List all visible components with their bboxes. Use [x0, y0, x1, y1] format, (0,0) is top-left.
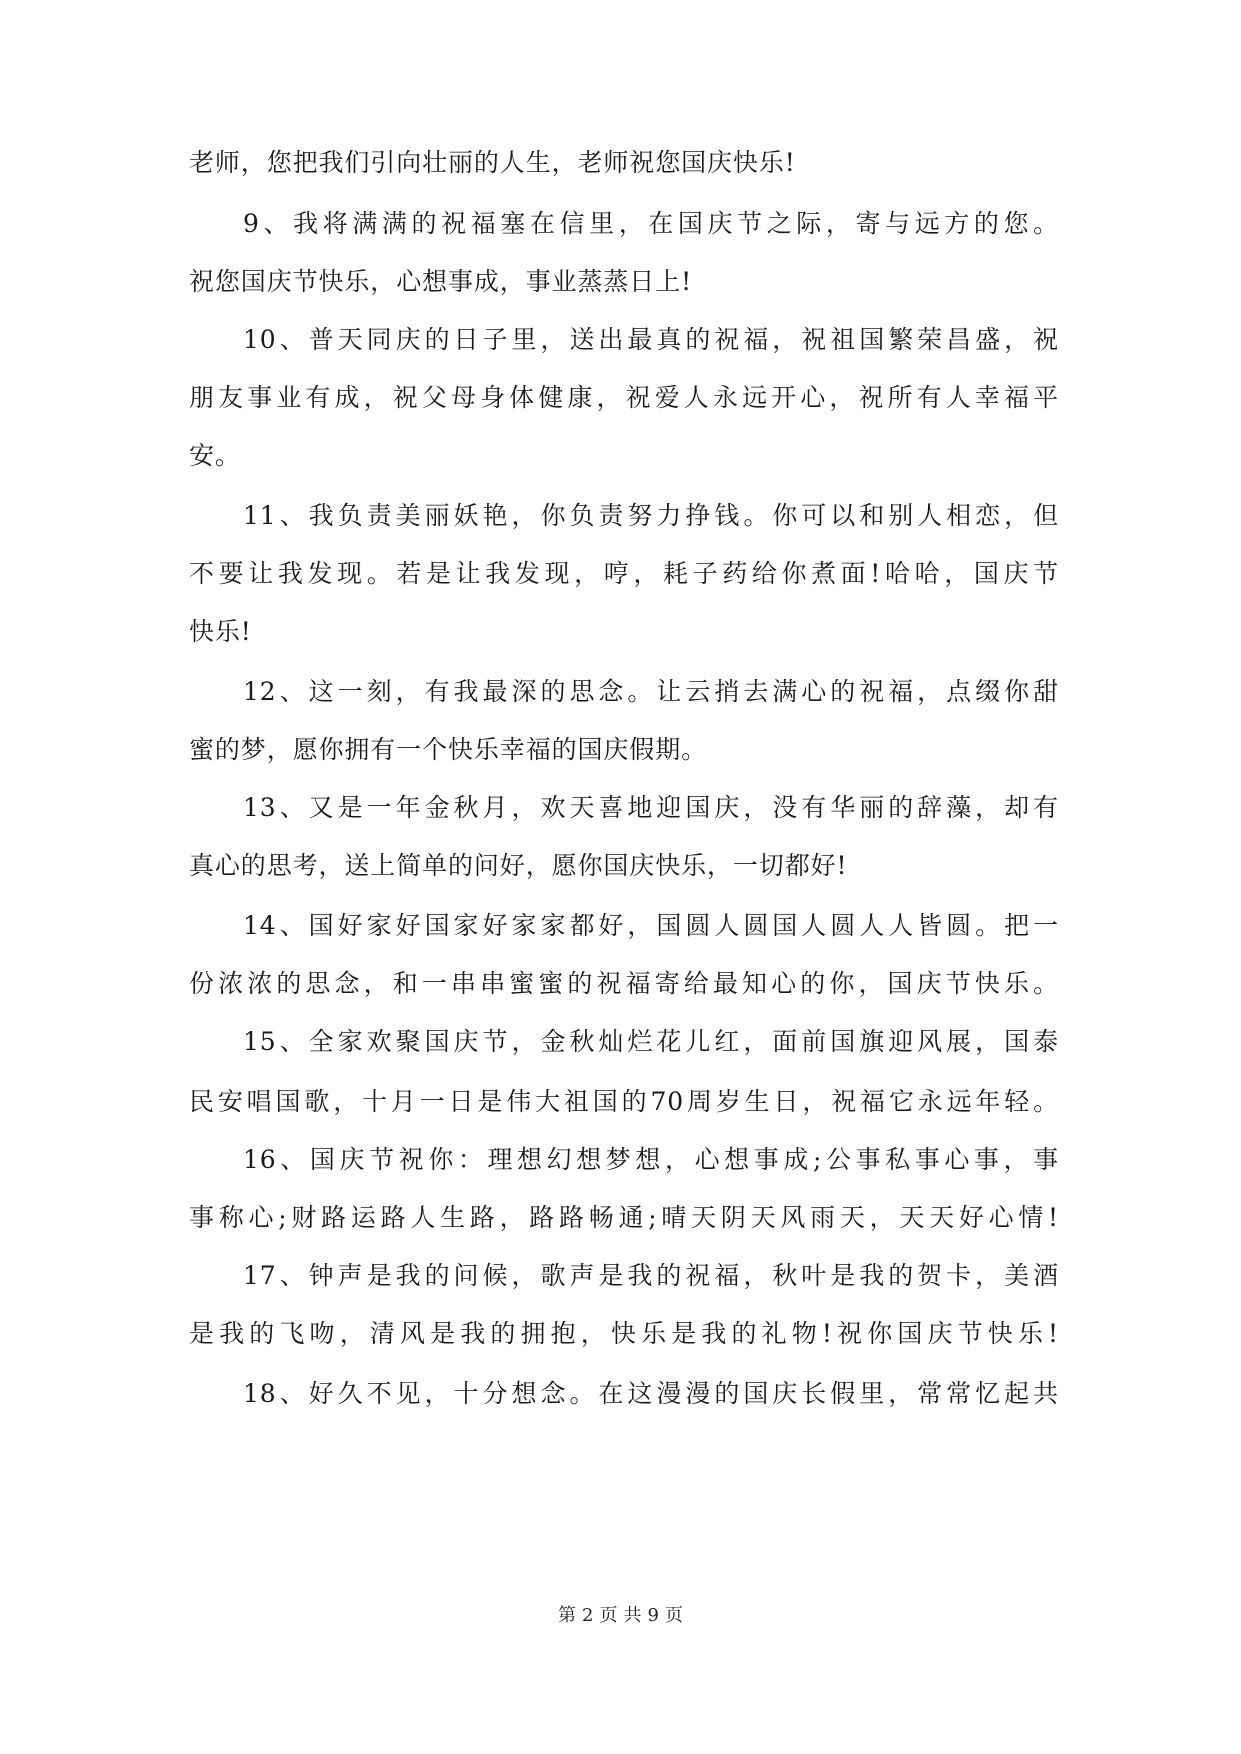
footer-total-word: 共	[623, 1605, 642, 1626]
text-line: 15、全家欢聚国庆节，金秋灿烂花儿红，面前国旗迎风展，国泰	[243, 1027, 1059, 1056]
text-line: 是我的飞吻，清风是我的拥抱，快乐是我的礼物!祝你国庆节快乐!	[189, 1319, 1059, 1348]
page-footer	[0, 1604, 1241, 1628]
current-page-number: 2	[582, 1605, 594, 1626]
text-line: 14、国好家好国家好家家都好，国圆人圆国人圆人人皆圆。把一	[243, 911, 1059, 940]
text-line: 18、好久不见，十分想念。在这漫漫的国庆长假里，常常忆起共	[243, 1379, 1059, 1408]
text-line: 10、普天同庆的日子里，送出最真的祝福，祝祖国繁荣昌盛，祝	[243, 325, 1059, 354]
text-line: 16、国庆节祝你：理想幻想梦想，心想事成;公事私事心事，事	[243, 1145, 1059, 1174]
footer-page-word: 页	[599, 1605, 618, 1626]
text-line: 民安唱国歌，十月一日是伟大祖国的70周岁生日，祝福它永远年轻。	[189, 1087, 1059, 1116]
text-line: 祝您国庆节快乐，心想事成，事业蒸蒸日上!	[189, 267, 693, 296]
text-line: 不要让我发现。若是让我发现，哼，耗子药给你煮面!哈哈，国庆节	[189, 559, 1059, 588]
total-pages-number: 9	[647, 1605, 659, 1626]
text-line: 真心的思考，送上简单的问好，愿你国庆快乐，一切都好!	[189, 851, 848, 880]
text-line: 安。	[189, 441, 241, 470]
text-line: 份浓浓的思念，和一串串蜜蜜的祝福寄给最知心的你，国庆节快乐。	[189, 969, 1059, 998]
text-line: 老师，您把我们引向壮丽的人生，老师祝您国庆快乐!	[189, 148, 796, 177]
text-line: 12、这一刻，有我最深的思念。让云捎去满心的祝福，点缀你甜	[243, 677, 1059, 706]
text-line: 17、钟声是我的问候，歌声是我的祝福，秋叶是我的贺卡，美酒	[243, 1261, 1059, 1290]
text-line: 快乐!	[189, 617, 252, 646]
text-line: 11、我负责美丽妖艳，你负责努力挣钱。你可以和别人相恋，但	[243, 501, 1059, 530]
text-line: 蜜的梦，愿你拥有一个快乐幸福的国庆假期。	[189, 735, 708, 764]
footer-suffix: 页	[664, 1605, 683, 1626]
footer-prefix: 第	[558, 1605, 577, 1626]
text-line: 13、又是一年金秋月，欢天喜地迎国庆，没有华丽的辞藻，却有	[243, 793, 1059, 822]
text-line: 朋友事业有成，祝父母身体健康，祝爱人永远开心，祝所有人幸福平	[189, 383, 1059, 412]
text-line: 事称心;财路运路人生路，路路畅通;晴天阴天风雨天，天天好心情!	[189, 1203, 1059, 1232]
text-line: 9、我将满满的祝福塞在信里，在国庆节之际，寄与远方的您。	[243, 209, 1059, 238]
